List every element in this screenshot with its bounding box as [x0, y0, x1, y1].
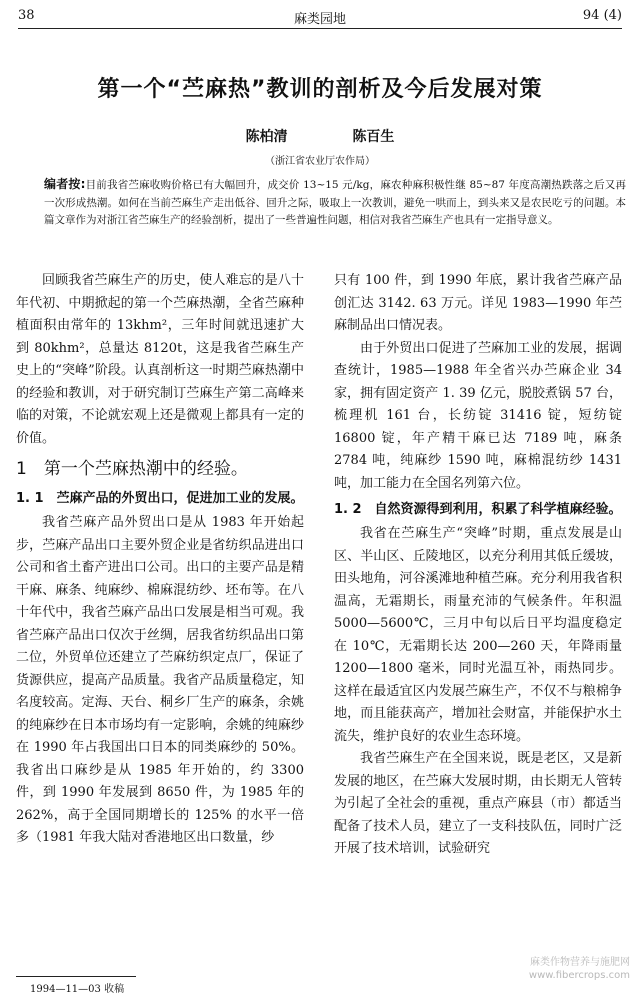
article-title: 第一个“苎麻热”教训的剖析及今后发展对策: [97, 77, 543, 102]
right-column: [334, 270, 622, 990]
subsection-heading: 1. 2 自然资源得到利用，积累了科学植麻经验。: [334, 502, 622, 517]
editor-note-text: 目前我省苎麻收购价格已有大幅回升，成交价 13~15 元/kg，麻农种麻积极性继 85~87 年度高潮热跌落之后又再一次形成热潮。如何在当前苎麻生产走出低谷、回升之际，吸取上一次教训，避免一哄而上，到头来又是农民吃亏的问题。本篇文章作为对浙江省苎麻生产的经验剖析，提出了一些普遍性问题，相信对我省苎麻生产也具有一定指导意义。: [44, 179, 626, 226]
author-name: 陈柏清: [245, 129, 288, 145]
running-header: [18, 6, 622, 29]
author-list: [0, 126, 640, 146]
body-paragraph: 我省苎麻产品外贸出口是从 1983 年开始起步，苎麻产品出口主要外贸企业是省纺织品进出口公司和省土畜产进出口公司。出口的主要产品是精干麻、麻条、纯麻纱、棉麻混纺纱、坯布等。在八十年代中，我省苎麻产品出口发展是相当可观。我省苎麻产品出口仅次于丝绸，居我省纺织品出口第二位，外贸单位还建立了苎麻纺织定点厂，保证了货源供应，提高产品质量。我省产品质量稳定，知名度较高。定海、天台、桐乡厂生产的麻条，余姚的纯麻纱在日本市场均有一定影响，余姚的纯麻纱在 1990 年占我国出口日本的同类麻纱的 50%。我省出口麻纱是从 1985 年开始的，约 3300 件，到 1990 年发展到 8650 件，为 1985 年的 262%，高于全国同期增长的 125% 的水平一倍多（1981 年我大陆对香港地区出口数量，纱: [16, 515, 304, 845]
intro-paragraph: 回顾我省苎麻生产的历史，使人难忘的是八十年代初、中期掀起的第一个苎麻热潮，全省苎麻种植面积由常年的 13khm²，三年时间就迅速扩大到 80khm²，总量达 8120t，这是我省苎麻生产史上的“突峰”阶段。认真剖析这一时期苎麻热潮中的经验和教训，对于研究制订苎麻生产第二高峰来临的对策，不论就宏观上还是微观上都具有一定的价值。: [16, 273, 304, 446]
subsection-heading: 1. 1 苎麻产品的外贸出口，促进加工业的发展。: [16, 491, 304, 506]
site-watermark: [529, 956, 630, 982]
watermark-line: 麻类作物营养与施肥网: [530, 957, 630, 968]
watermark-line: www.fibercrops.com: [528, 970, 630, 981]
author-name: 陈百生: [352, 129, 395, 145]
page-number: 38: [18, 8, 35, 23]
author-affiliation: （浙江省农业厅农作局）: [265, 156, 375, 167]
body-paragraph: 由于外贸出口促进了苎麻加工业的发展，据调查统计，1985—1988 年全省兴办苎麻企业 34 家，拥有固定资产 1. 39 亿元，脱胶煮锅 57 台，梳理机 161 台，长纺锭 31416 锭，短纺锭 16800 锭，年产精干麻已达 7189 吨，麻条 2784 吨，纯麻纱 1590 吨，麻棉混纺纱 1431 吨，加工能力在全国名列第六位。: [334, 340, 622, 491]
left-column: [16, 270, 304, 990]
footnote-rule: [16, 976, 136, 977]
section-heading: 1 第一个苎麻热潮中的经验。: [16, 459, 248, 479]
body-paragraph: 只有 100 件，到 1990 年底，累计我省苎麻产品创汇达 3142. 63 万元。详见 1983—1990 年苎麻制品出口情况表。: [334, 273, 622, 333]
editor-note: [44, 176, 626, 266]
received-date: 1994—11—03 收稿: [30, 984, 125, 995]
body-paragraph: 我省在苎麻生产“突峰”时期，重点发展是山区、半山区、丘陵地区，以充分利用其低丘缓坡，田头地角，河谷溪滩地种植苎麻。充分利用我省积温高，无霜期长，雨量充沛的气候条件。年积温 5000—5600℃，三月中旬以后日平均温度稳定在 10℃，无霜期长达 200—260 天，年降雨量 1200—1800 毫米，同时光温互补，雨热同步。这样在最适宜区内发展苎麻生产，不仅不与粮棉争地，而且能获高产，增加社会财富，并能保护水土流失，维护良好的农业生态环境。: [334, 526, 622, 744]
body-paragraph: 我省苎麻生产在全国来说，既是老区，又是新发展的地区，在苎麻大发展时期，由长期无人管转为引起了全社会的重视，重点产麻县（市）都适当配备了技术人员，建立了一支科技队伍，同时广泛开展了技术培训，试验研究: [334, 751, 622, 856]
journal-name: 麻类园地: [293, 12, 346, 27]
editor-note-label: 编者按:: [44, 177, 86, 191]
issue-number: 94 (4): [582, 8, 622, 23]
